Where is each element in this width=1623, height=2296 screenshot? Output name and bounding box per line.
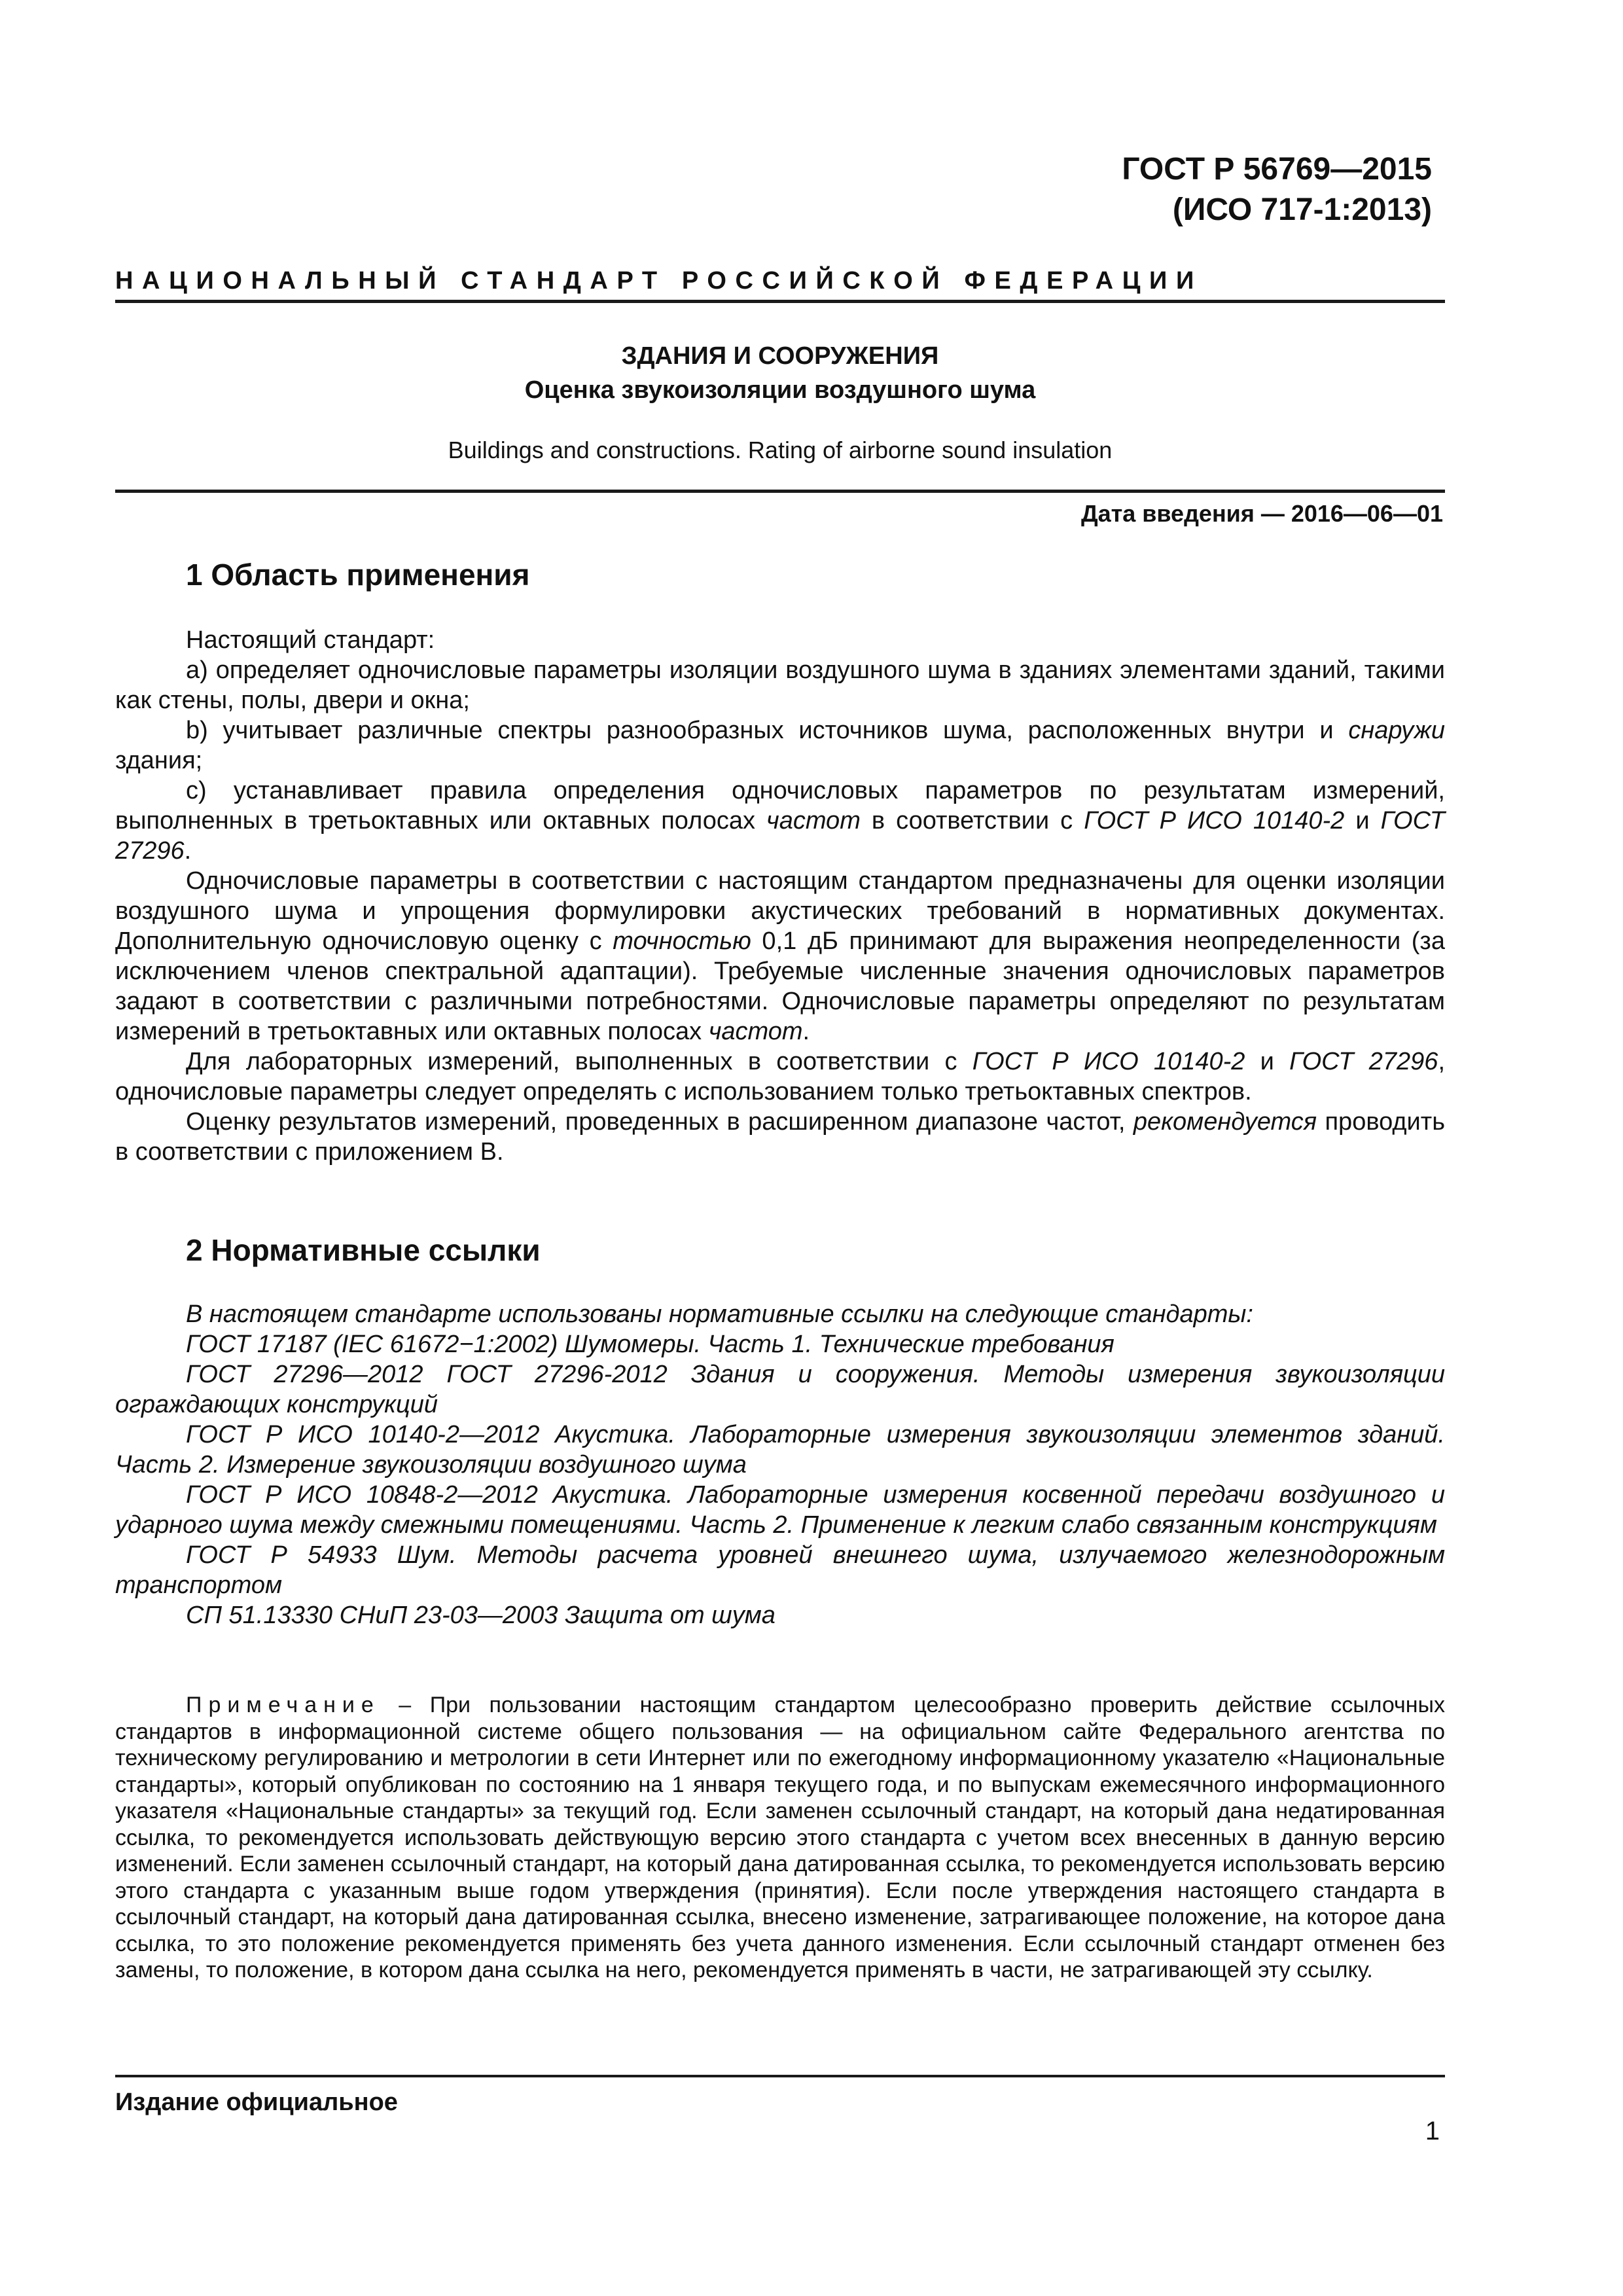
note-paragraph [115,1692,1445,1984]
reference-item: ГОСТ Р 54933 Шум. Методы расчета уровней внешнего шума, излучаемого железнодорожным транспортом [115,1541,1445,1599]
paragraph [115,866,1445,1047]
paragraph-text: проводить в соответствии с приложением В. [115,1108,1445,1166]
list-item-c [115,776,1445,866]
header-rule [115,300,1445,303]
standard-reference: ГОСТ Р ИСО 10140-2 [1084,807,1345,834]
reference-item: ГОСТ Р ИСО 10140-2—2012 Акустика. Лабораторные измерения звукоизоляции элементов зданий. Часть 2. Измерение звукоизоляции воздушного шума [115,1421,1445,1479]
reference-item: ГОСТ 27296—2012 ГОСТ 27296-2012 Здания и сооружения. Методы измерения звукоизоляции ограждающих конструкций [115,1361,1445,1418]
italic-term: рекомендуется [1133,1108,1317,1136]
paragraph [115,625,1445,655]
standard-number: ГОСТ Р 56769—2015 [1122,152,1432,187]
italic-term: частот [708,1018,803,1045]
standard-reference: ГОСТ 27296 [1289,1048,1438,1075]
normative-references-list [115,1299,1445,1630]
italic-term: частот [766,807,861,834]
paragraph-text: , одночисловые параметры следует определять с использованием только третьоктавных спектров. [115,1048,1446,1105]
paragraph [115,1107,1445,1167]
title-rule [115,490,1445,493]
paragraph-text: в соответствии с [860,807,1084,834]
paragraph-text: и [1344,807,1381,834]
paragraph-text: 0,1 дБ принимают для выражения неопределенности (за исключением членов спектральной адаптации). Требуемые численные значения одночисловых параметров задают в соответствии с различными потребностями. Одночисловые параметры определяют по результатам измерений в третьоктавных или октавных полосах [115,927,1445,1045]
paragraph-text: и [1245,1048,1290,1075]
paragraph-text: с) устанавливает правила определения одночисловых параметров по результатам измерений, выполненных в третьоктавных или октавных полосах [115,777,1445,834]
reference-item: В настоящем стандарте использованы нормативные ссылки на следующие стандарты: [186,1300,1253,1328]
section-1-heading: 1 Область применения [186,558,530,592]
paragraph-text: b) учитывает различные спектры разнообразных источников шума, расположенных внутри и [186,717,1349,744]
paragraph-text: Настоящий стандарт: [186,626,435,654]
paragraph [115,1047,1445,1107]
standard-reference: ГОСТ 27296 [115,807,1445,865]
national-standard-banner: НАЦИОНАЛЬНЫЙ СТАНДАРТ РОССИЙСКОЙ ФЕДЕРАЦИИ [115,267,1203,295]
title-english: Buildings and constructions. Rating of airborne sound insulation [448,437,1113,463]
date-of-introduction: Дата введения — 2016—06—01 [1080,500,1443,527]
note-label: Примечание [186,1693,380,1717]
paragraph-text: Одночисловые параметры в соответствии с настоящим стандартом предназначены для оценки изоляции воздушного шума и упрощения формулировки акустических требований в нормативных документах. Дополнительную одночисловую оценку с [115,867,1445,955]
standard-reference: ГОСТ Р ИСО 10140-2 [972,1048,1245,1075]
official-edition-label: Издание официальное [115,2089,398,2116]
italic-term: снаружи [1348,717,1445,744]
paragraph-text: Для лабораторных измерений, выполненных в соответствии с [186,1048,972,1075]
iso-equivalent: (ИСО 717-1:2013) [1172,192,1432,227]
title-main: ЗДАНИЯ И СООРУЖЕНИЯ [621,342,939,370]
section-2-body [115,1299,1445,1630]
note-block [115,1692,1445,1984]
page-number: 1 [1425,2117,1440,2145]
footer-rule [115,2075,1445,2077]
title-sub: Оценка звукоизоляции воздушного шума [524,376,1036,404]
italic-term: точностью [613,927,751,955]
paragraph-text: здания; [115,747,203,774]
standard-designation [1122,149,1432,230]
section-1-body [115,625,1445,1167]
list-item-b [115,715,1445,776]
paragraph-text: а) определяет одночисловые параметры изоляции воздушного шума в зданиях элементами зданий, такими как стены, полы, двери и окна; [115,656,1445,714]
note-text: – При пользовании настоящим стандартом целесообразно проверить действие ссылочных стандартов в информационной системе общего пользования — на официальном сайте Федерального агентства по техническому регулированию и метрологии в сети Интернет или по ежегодному информационному указателю «Национальные стандарты», который опубликован по состоянию на 1 января текущего года, и по выпускам ежемесячного информационного указателя «Национальные стандарты» за текущий год. Если заменен ссылочный стандарт, на который дана недатированная ссылка, то рекомендуется использовать действующую версию этого стандарта с учетом всех внесенных в данную версию изменений. Если заменен ссылочный стандарт, на который дана датированная ссылка, то рекомендуется использовать версию этого стандарта с указанным выше годом утверждения (принятия). Если после утверждения настоящего стандарта в ссылочный стандарт, на который дана датированная ссылка, внесено изменение, затрагивающее положение, на которое дана ссылка, то это положение рекомендуется применять без учета данного изменения. Если ссылочный стандарт отменен без замены, то положение, в котором дана ссылка на него, рекомендуется применять в части, не затрагивающей эту ссылку. [115,1693,1445,1982]
paragraph-text: Оценку результатов измерений, проведенных в расширенном диапазоне частот, [186,1108,1133,1136]
reference-item: СП 51.13330 СНиП 23-03—2003 Защита от шума [186,1602,776,1629]
section-2-heading: 2 Нормативные ссылки [186,1233,541,1267]
paragraph-text: . [802,1018,810,1045]
paragraph-text: . [184,837,192,865]
reference-item: ГОСТ 17187 (IEC 61672−1:2002) Шумомеры. Часть 1. Технические требования [186,1331,1115,1358]
reference-item: ГОСТ Р ИСО 10848-2—2012 Акустика. Лабораторные измерения косвенной передачи воздушного и ударного шума между смежными помещениями. Часть 2. Применение к легким слабо связанным конструкциям [115,1481,1445,1539]
list-item-a [115,655,1445,715]
document-title [115,339,1445,466]
